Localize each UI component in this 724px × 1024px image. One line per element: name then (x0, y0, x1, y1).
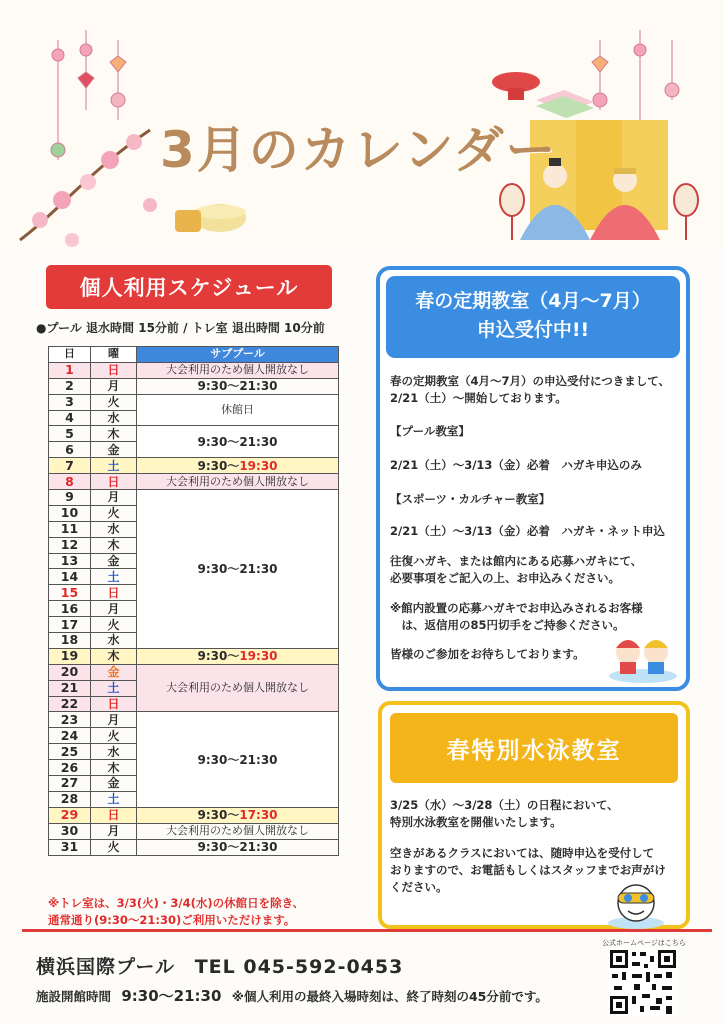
header-sub-pool: サブプール (137, 347, 339, 363)
row-pool-hours: 9:30～21:30 (137, 712, 339, 807)
row-dow: 土 (91, 680, 137, 696)
row-pool-hours: 9:30～21:30 (137, 378, 339, 394)
howto-line-1: 往復ハガキ、または館内にある応募ハガキにて、 (390, 554, 643, 568)
row-dow: 月 (91, 712, 137, 728)
row-dow: 金 (91, 664, 137, 680)
row-dow: 月 (91, 823, 137, 839)
row-pool-hours: 大会利用のため個人開放なし (137, 664, 339, 712)
spring-class-panel (376, 266, 690, 691)
row-day: 10 (49, 505, 91, 521)
row-pool-hours: 9:30～21:30 (137, 839, 339, 855)
row-dow: 月 (91, 601, 137, 617)
closing-message: 皆様のご参加をお待ちしております。 (390, 647, 585, 661)
row-dow: 木 (91, 648, 137, 664)
row-day: 24 (49, 728, 91, 744)
row-day: 7 (49, 458, 91, 474)
row-dow: 日 (91, 474, 137, 490)
row-day: 21 (49, 680, 91, 696)
row-dow: 火 (91, 728, 137, 744)
swim-line-1: 3/25（水）～3/28（土）の日程において、 (390, 798, 619, 812)
schedule-table (48, 346, 339, 856)
row-dow: 日 (91, 362, 137, 378)
row-dow: 土 (91, 791, 137, 807)
swimming-kids-illustration (608, 628, 678, 684)
row-pool-hours: 9:30～21:30 (137, 490, 339, 649)
row-pool-hours: 大会利用のため個人開放なし (137, 823, 339, 839)
qr-code-icon[interactable] (608, 948, 678, 1016)
table-row (49, 807, 339, 823)
stamp-note-line-2: は、返信用の85円切手をご持参ください。 (390, 618, 625, 632)
facility-contact (36, 952, 403, 979)
page-title: 3月のカレンダー (160, 121, 558, 179)
training-room-note-line-2: 通常通り(9:30～21:30)ご利用いただけます。 (48, 913, 296, 927)
row-dow: 金 (91, 776, 137, 792)
row-dow: 月 (91, 378, 137, 394)
row-dow: 土 (91, 458, 137, 474)
qr-caption: 公式ホームページはこちら (602, 939, 686, 947)
row-day: 14 (49, 569, 91, 585)
table-row (49, 823, 339, 839)
row-dow: 火 (91, 505, 137, 521)
sports-class-period: 2/21（土）～3/13（金）必着 ハガキ・ネット申込 (390, 524, 665, 538)
row-day: 29 (49, 807, 91, 823)
row-dow: 土 (91, 569, 137, 585)
row-dow: 日 (91, 807, 137, 823)
table-row (49, 458, 339, 474)
row-pool-hours (137, 458, 339, 474)
pool-open: 9:30～ (197, 808, 240, 823)
row-dow: 金 (91, 553, 137, 569)
table-row (49, 490, 339, 506)
row-day: 5 (49, 426, 91, 442)
row-day: 13 (49, 553, 91, 569)
stamp-note-line-1: ※館内設置の応募ハガキでお申込みされるお客様 (390, 601, 643, 615)
phone-number[interactable]: 045-592-0453 (243, 956, 404, 978)
row-day: 31 (49, 839, 91, 855)
table-row (49, 362, 339, 378)
exit-time-note: ●プール 退水時間 15分前 / トレ室 退出時間 10分前 (36, 321, 325, 335)
training-room-note-line-1: ※トレ室は、3/3(火)・3/4(水)の休館日を除き、 (48, 896, 305, 910)
training-room-note (48, 895, 348, 929)
row-dow: 火 (91, 839, 137, 855)
pool-class-period: 2/21（土）～3/13（金）必着 ハガキ申込のみ (390, 458, 642, 472)
row-day: 3 (49, 394, 91, 410)
hours-value: 9:30～21:30 (121, 987, 222, 1005)
swim-line-2: 特別水泳教室を開催いたします。 (390, 815, 562, 829)
pool-open: 9:30～ (197, 458, 240, 473)
row-day: 25 (49, 744, 91, 760)
row-dow: 金 (91, 442, 137, 458)
row-day: 20 (49, 664, 91, 680)
spring-class-title-line-2: 申込受付中!! (476, 319, 590, 341)
special-swim-panel (378, 701, 690, 929)
row-dow: 月 (91, 490, 137, 506)
row-day: 18 (49, 633, 91, 649)
row-day: 1 (49, 362, 91, 378)
row-day: 12 (49, 537, 91, 553)
row-day: 28 (49, 791, 91, 807)
pool-close-early: 17:30 (239, 808, 278, 823)
pool-close-early: 19:30 (239, 649, 278, 664)
row-dow: 木 (91, 426, 137, 442)
row-day: 8 (49, 474, 91, 490)
header (0, 0, 724, 258)
row-dow: 水 (91, 410, 137, 426)
facility-name: 横浜国際プール (36, 956, 176, 978)
row-day: 11 (49, 521, 91, 537)
row-day: 27 (49, 776, 91, 792)
pool-class-heading: 【プール教室】 (390, 424, 470, 438)
row-dow: 日 (91, 585, 137, 601)
tel-label: TEL (194, 956, 236, 978)
row-dow: 日 (91, 696, 137, 712)
row-day: 22 (49, 696, 91, 712)
table-row (49, 664, 339, 680)
row-day: 23 (49, 712, 91, 728)
row-day: 15 (49, 585, 91, 601)
row-pool-hours: 大会利用のため個人開放なし (137, 362, 339, 378)
row-day: 4 (49, 410, 91, 426)
table-row (49, 474, 339, 490)
table-header-row (49, 347, 339, 363)
table-row (49, 426, 339, 442)
row-pool-hours (137, 807, 339, 823)
row-day: 9 (49, 490, 91, 506)
row-day: 2 (49, 378, 91, 394)
pool-open: 9:30～ (197, 649, 240, 664)
opening-hours (36, 985, 548, 1006)
row-pool-hours: 9:30～21:30 (137, 426, 339, 458)
table-row (49, 378, 339, 394)
row-dow: 水 (91, 744, 137, 760)
row-dow: 火 (91, 394, 137, 410)
table-row (49, 839, 339, 855)
row-day: 17 (49, 617, 91, 633)
spring-class-title (386, 276, 680, 358)
swim-line-4: おりますので、お電話もしくはスタッフまでお声がけ (390, 863, 666, 877)
special-swim-title: 春特別水泳教室 (390, 713, 678, 783)
row-pool-hours (137, 648, 339, 664)
row-pool-hours: 大会利用のため個人開放なし (137, 474, 339, 490)
row-dow: 木 (91, 537, 137, 553)
pool-close-early: 19:30 (239, 458, 278, 473)
table-row (49, 394, 339, 410)
row-day: 16 (49, 601, 91, 617)
swim-line-5: ください。 (390, 880, 448, 894)
table-row (49, 712, 339, 728)
hours-label: 施設開館時間 (36, 989, 112, 1004)
footer-divider (22, 929, 712, 932)
row-day: 6 (49, 442, 91, 458)
header-day: 日 (49, 347, 91, 363)
row-dow: 水 (91, 633, 137, 649)
row-day: 30 (49, 823, 91, 839)
spring-class-title-line-1: 春の定期教室（4月～7月） (415, 290, 651, 312)
row-dow: 水 (91, 521, 137, 537)
row-pool-hours: 休館日 (137, 394, 339, 426)
spring-intro-line-1: 春の定期教室（4月～7月）の申込受付につきまして、 (390, 374, 671, 388)
mascot-illustration (606, 877, 666, 929)
schedule-title: 個人利用スケジュール (46, 265, 332, 309)
sports-class-heading: 【スポーツ・カルチャー教室】 (390, 492, 551, 506)
howto-line-2: 必要事項をご記入の上、お申込みください。 (390, 571, 620, 585)
row-dow: 火 (91, 617, 137, 633)
row-day: 26 (49, 760, 91, 776)
last-entry-note: ※個人利用の最終入場時刻は、終了時刻の45分前です。 (231, 989, 548, 1004)
swim-line-3: 空きがあるクラスにおいては、随時申込を受付して (390, 846, 655, 860)
row-day: 19 (49, 648, 91, 664)
spring-intro-line-2: 2/21（土）～開始しております。 (390, 391, 567, 405)
header-dow: 曜 (91, 347, 137, 363)
row-dow: 木 (91, 760, 137, 776)
table-row (49, 648, 339, 664)
